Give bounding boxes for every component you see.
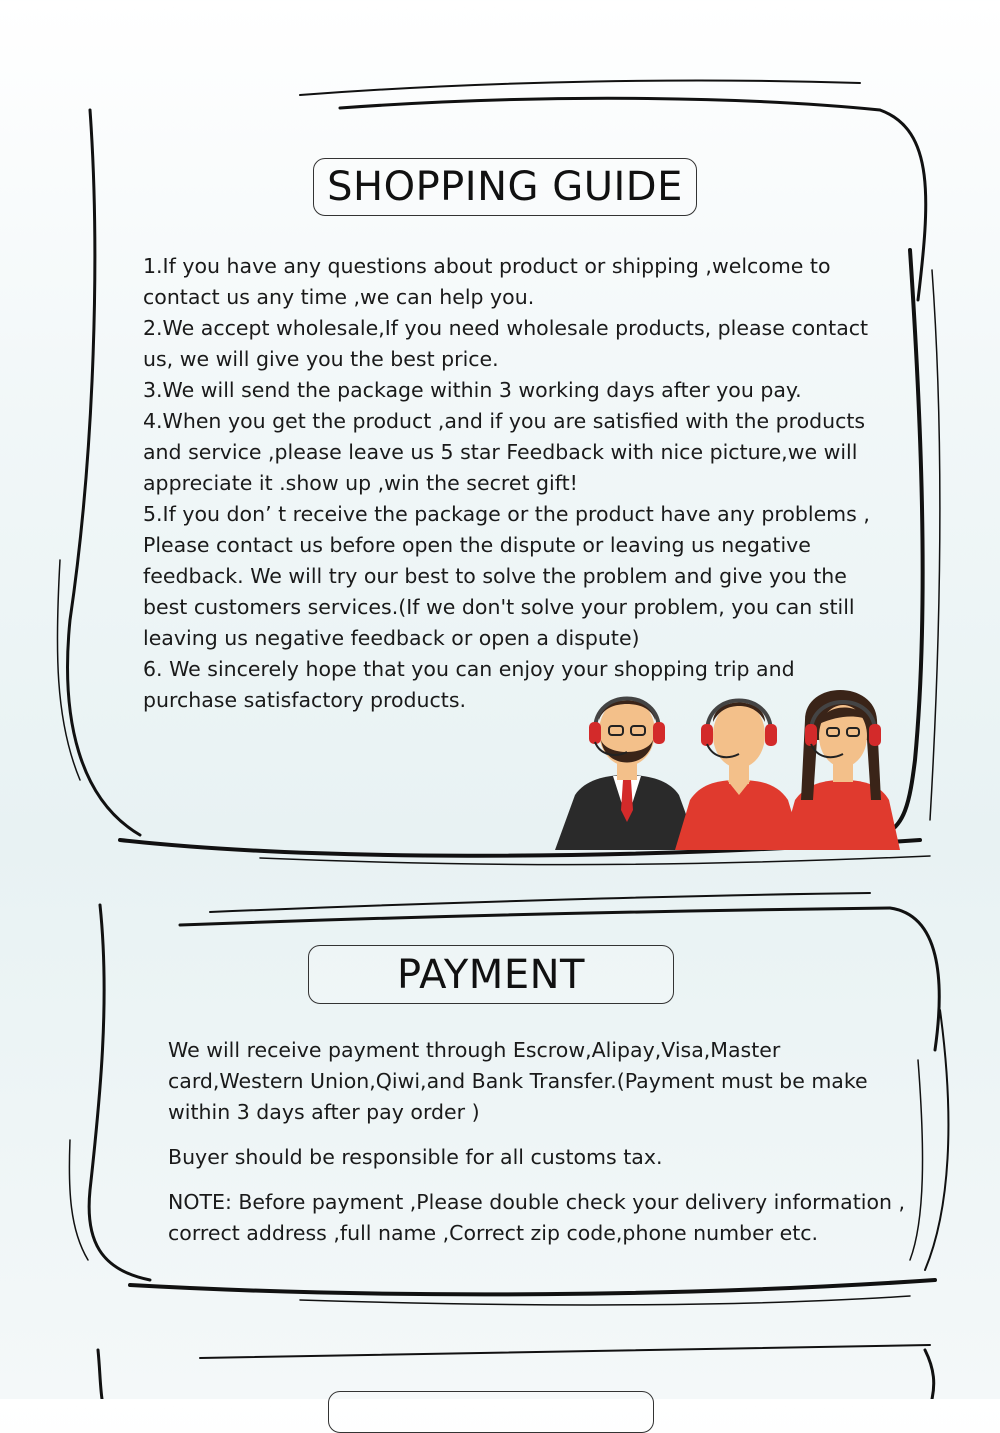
- guide-item-3: 3.We will send the package within 3 working days after you pay.: [143, 378, 802, 402]
- shopping-guide-list: [143, 251, 888, 716]
- payment-methods-text: We will receive payment through Escrow,Alipay,Visa,Master card,Western Union,Qiwi,and Bank Transfer.(Payment must be make within 3 days after pay order ): [168, 1038, 868, 1124]
- guide-item-6: 6. We sincerely hope that you can enjoy your shopping trip and purchase satisfactory products.: [143, 657, 795, 712]
- customer-service-agents-illustration: [555, 680, 900, 860]
- shopping-guide-title-text: SHOPPING GUIDE: [327, 164, 683, 210]
- guide-item-5: 5.If you don’ t receive the package or the product have any problems , Please contact us before open the dispute or leaving us negative feedback. We will try our best to solve the problem and give you the best customers services.(If we don't solve your problem, you can still leaving us negative feedback or open a dispute): [143, 502, 870, 650]
- agent-man-red-icon: [675, 701, 803, 851]
- guide-item-4: 4.When you get the product ,and if you are satisfied with the products and service ,please leave us 5 star Feedback with nice picture,we will appreciate it .show up ,win the secret gift!: [143, 409, 866, 495]
- customs-tax-text: Buyer should be responsible for all customs tax.: [168, 1145, 663, 1169]
- payment-note-text: NOTE: Before payment ,Please double check your delivery information , correct address ,full name ,Correct zip code,phone number etc.: [168, 1190, 906, 1245]
- payment-info: [168, 1035, 908, 1263]
- agent-man-suit-icon: [555, 698, 699, 850]
- agent-woman-red-icon: [781, 690, 900, 850]
- guide-item-2: 2.We accept wholesale,If you need wholesale products, please contact us, we will give you the best price.: [143, 316, 869, 371]
- shopping-guide-title: [313, 158, 697, 216]
- next-section-title-box: [328, 1391, 654, 1433]
- guide-item-1: 1.If you have any questions about product or shipping ,welcome to contact us any time ,we can help you.: [143, 254, 831, 309]
- payment-title-text: PAYMENT: [397, 951, 585, 998]
- payment-title: [308, 945, 674, 1004]
